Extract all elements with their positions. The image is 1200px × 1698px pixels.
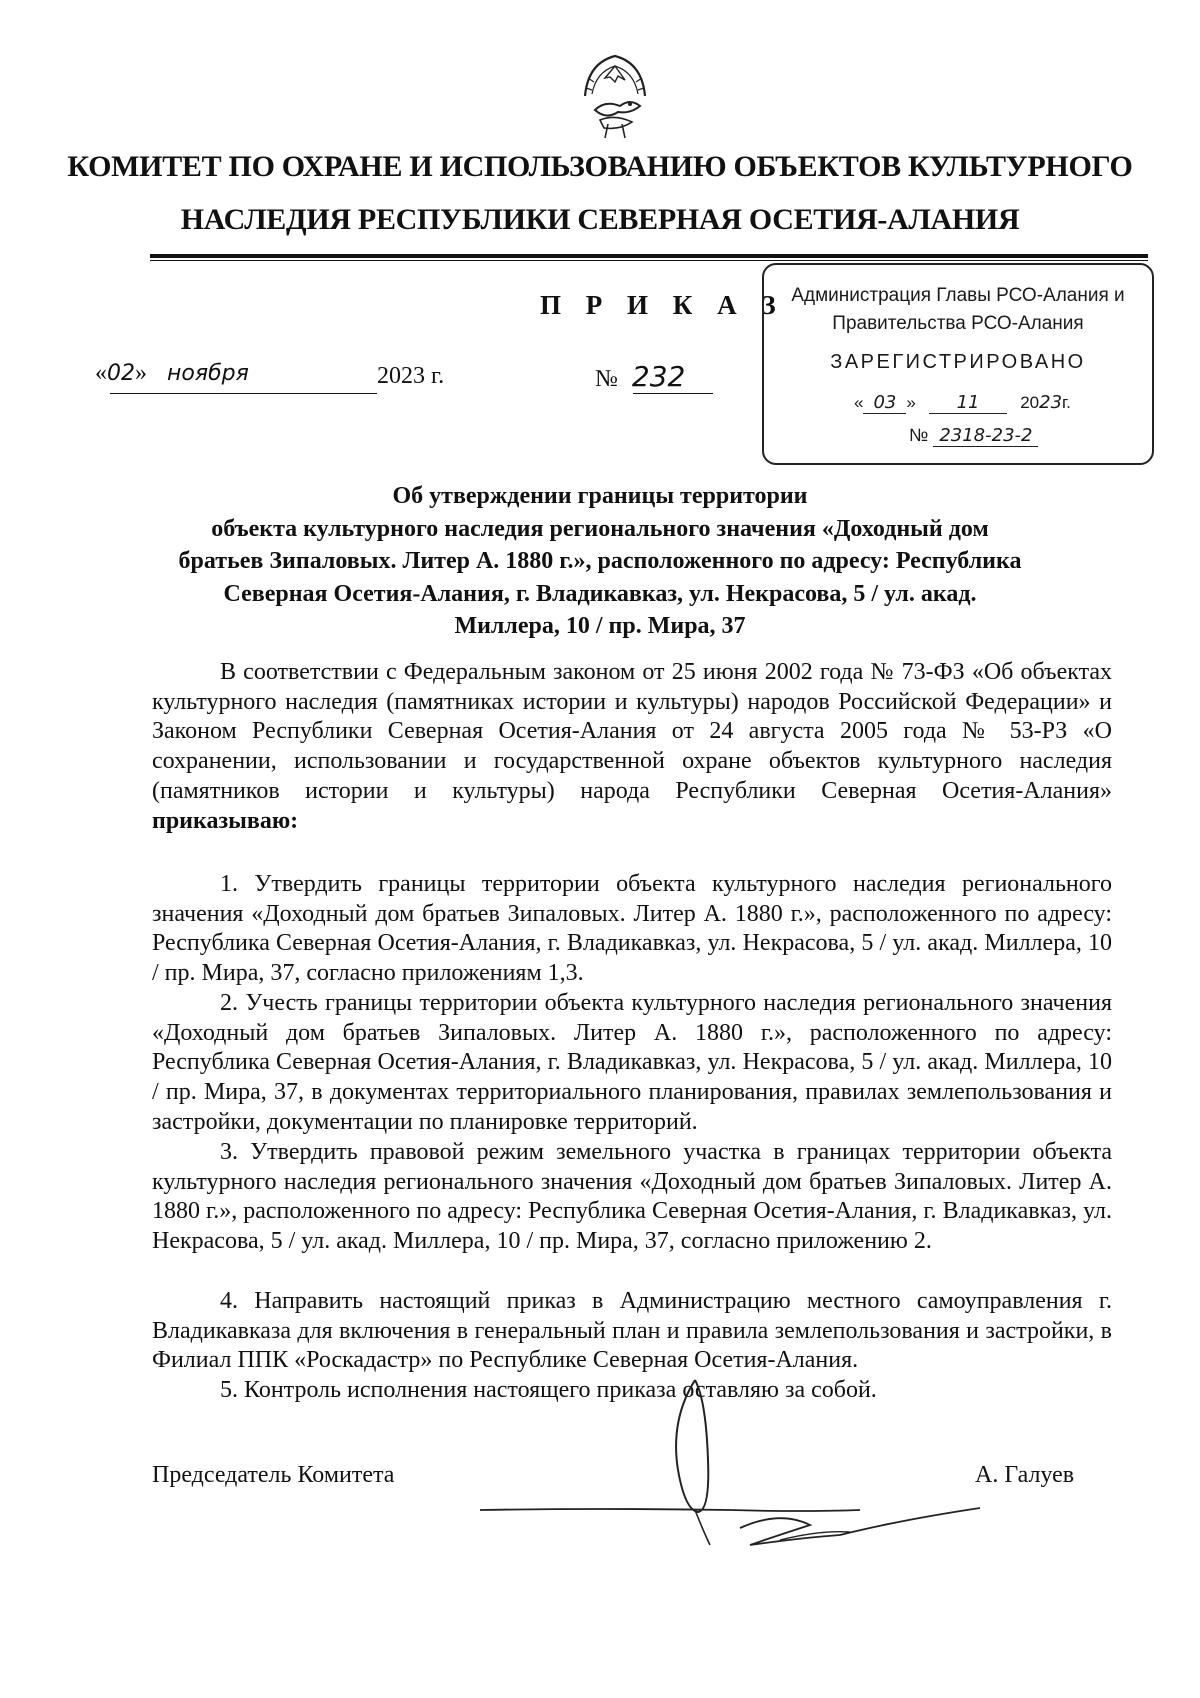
order-number-handwritten: 232 (631, 360, 686, 393)
stamp-year-prefix: 20 (1020, 393, 1040, 412)
stamp-month: 11 (929, 392, 1008, 414)
registration-stamp (762, 263, 1154, 465)
order-item-3 (152, 1138, 1112, 1257)
header-rule-thin (150, 260, 1148, 261)
order-title: П Р И К А З (540, 290, 785, 320)
order-subject (120, 480, 1080, 643)
stamp-line-2: Правительства РСО-Алания (832, 313, 1084, 334)
preamble-paragraph (152, 658, 1112, 836)
stamp-date: « 03 » 11 2023г. (854, 392, 1071, 413)
committee-header-line-1: КОМИТЕТ ПО ОХРАНЕ И ИСПОЛЬЗОВАНИЮ ОБЪЕКТОВ КУЛЬТУРНОГО (67, 150, 1133, 183)
stamp-registered: ЗАРЕГИСТРИРОВАНО (830, 351, 1086, 373)
header-rule (150, 254, 1148, 258)
subject-line: Северная Осетия-Алания, г. Владикавказ, ул. Некрасова, 5 / ул. акад. (223, 580, 977, 607)
order-item-text: 1. Утвердить границы территории объекта культурного наследия регионального значения «Доходный дом братьев Зипаловых. Литер А. 1880 г.», расположенного по адресу: Республика Северная Осетия-Алания, г. Владикавказ, ул. Некрасова, 5 / ул. акад. Миллера, 10 / пр. Мира, 37, согласно приложениям 1,3. (152, 871, 1112, 987)
order-item-text: 4. Направить настоящий приказ в Администрацию местного самоуправления г. Владикавказа для включения в генеральный план и правила землепользования и застройки, в Филиал ППК «Роскадастр» по Республике Северная Осетия-Алания. (152, 1288, 1112, 1374)
subject-line: Миллера, 10 / пр. Мира, 37 (454, 613, 746, 639)
stamp-day: 03 (863, 392, 906, 414)
date-close-quote: » (135, 360, 147, 386)
date-month-handwritten: ноября (167, 361, 249, 386)
stamp-line-1: Администрация Главы РСО-Алания и (791, 285, 1125, 306)
date-underline (110, 393, 377, 394)
stamp-year-suffix: г. (1062, 393, 1071, 412)
coat-of-arms-emblem (570, 48, 660, 148)
date-open-quote: « (95, 360, 107, 386)
order-item-text: 3. Утвердить правовой режим земельного участка в границах территории объекта культурного наследия регионального значения «Доходный дом братьев Зипаловых. Литер А. 1880 г.», расположенного по адресу: Республика Северная Осетия-Алания, г. Владикавказ, ул. Некрасова, 5 / ул. акад. Миллера, 10 / пр. Мира, 37, согласно приложению 2. (152, 1139, 1112, 1255)
stamp-number (909, 425, 1038, 446)
order-item-text: 5. Контроль исполнения настоящего приказа оставляю за собой. (220, 1377, 877, 1403)
stamp-year: 23 (1039, 392, 1063, 413)
stamp-number-handwritten: 2318-23-2 (933, 425, 1038, 447)
date-day-handwritten: 02 (107, 361, 135, 386)
number-sign: № (595, 366, 618, 392)
order-item-2 (152, 989, 1112, 1138)
handwritten-signature (480, 1360, 980, 1580)
stamp-number-sign: № (909, 425, 929, 445)
subject-line: братьев Зипаловых. Литер А. 1880 г.», расположенного по адресу: Республика (178, 548, 1022, 574)
number-underline (633, 393, 713, 394)
subject-line: объекта культурного наследия регионального значения «Доходный дом (211, 515, 989, 542)
signatory-role: Председатель Комитета (152, 1462, 395, 1488)
subject-line: Об утверждении границы территории (392, 483, 808, 509)
order-item-text: 2. Учесть границы территории объекта культурного наследия регионального значения «Доходный дом братьев Зипаловых. Литер А. 1880 г.», расположенного по адресу: Республика Северная Осетия-Алания, г. Владикавказ, ул. Некрасова, 5 / ул. акад. Миллера, 10 / пр. Мира, 37, в документах территориального планирования, правилах землепользования и застройки, документации по планировке территорий. (152, 990, 1112, 1135)
order-date (95, 360, 475, 400)
committee-header-line-2: НАСЛЕДИЯ РЕСПУБЛИКИ СЕВЕРНАЯ ОСЕТИЯ-АЛАНИЯ (180, 203, 1020, 236)
preamble-command: приказываю: (152, 807, 299, 834)
signatory-name: А. Галуев (975, 1462, 1075, 1488)
order-number (595, 360, 735, 400)
preamble-text: В соответствии с Федеральным законом от 25 июня 2002 года № 73-ФЗ «Об объектах культурного наследия (памятниках истории и культуры) народов Российской Федерации» и Законом Республики Северная Осетия-Алания от 24 августа 2005 года № 53-РЗ «О сохранении, использовании и государственной охране объектов культурного наследия (памятников истории и культуры) народа Республики Северная Осетия-Алания» (152, 659, 1112, 804)
date-year: 2023 г. (377, 363, 445, 389)
order-item-1 (152, 870, 1112, 989)
